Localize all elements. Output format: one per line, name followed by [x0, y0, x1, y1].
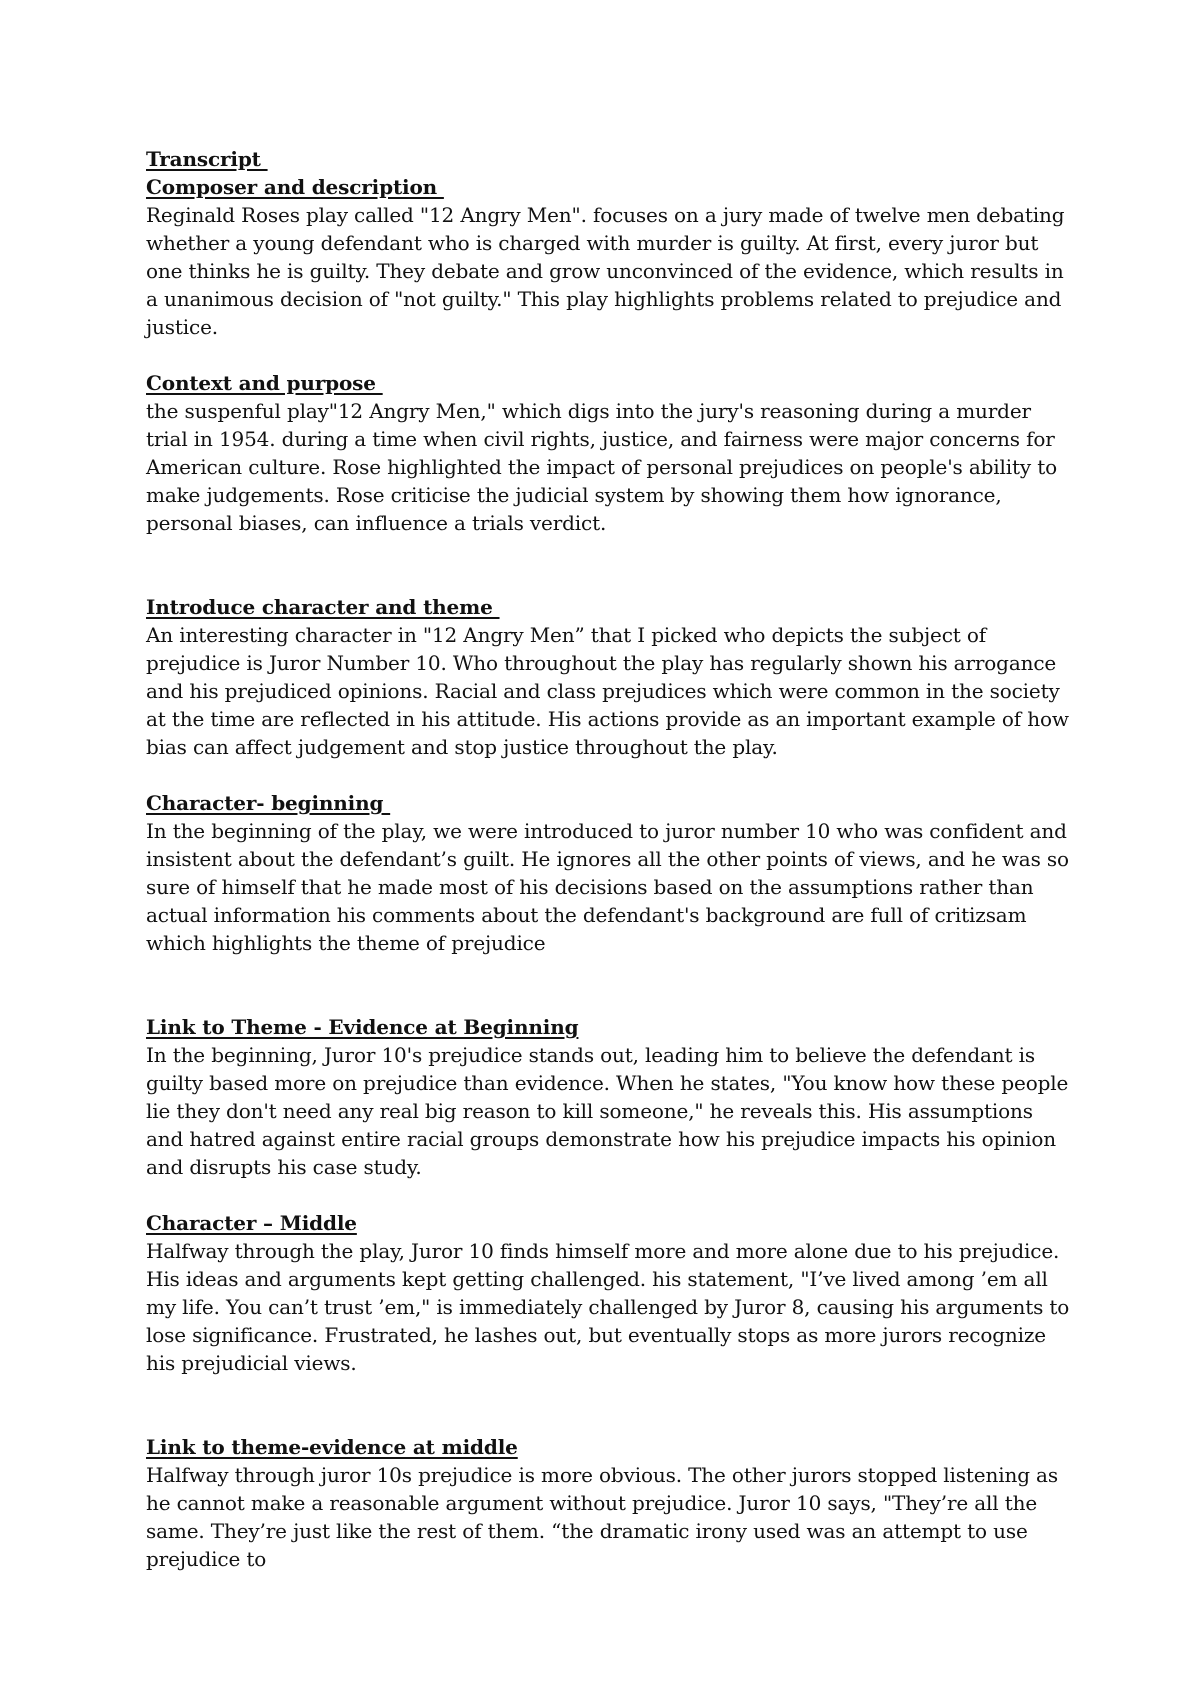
paragraph-spacer — [146, 537, 1076, 593]
section-heading-composer: Composer and description — [146, 175, 444, 199]
paragraph-spacer — [146, 957, 1076, 1013]
section-body-character-middle: Halfway through the play, Juror 10 finds himself more and more alone due to his prejudice. His ideas and arguments kept getting challenged. his statement, "I’ve lived among ’em all my life. You can’t trust ’em," is immediately challenged by Juror 8, causing his arguments to lose significance. Frustrated, he lashes out, but eventually stops as more jurors recognize his prejudicial views. — [146, 1239, 1070, 1375]
section-heading-evidence-middle: Link to theme-evidence at middle — [146, 1435, 518, 1459]
paragraph-spacer — [146, 761, 1076, 789]
section-body-evidence-middle: Halfway through juror 10s prejudice is more obvious. The other jurors stopped listening as he cannot make a reasonable argument without prejudice. Juror 10 says, "They’re all the same. They’re just like the rest of them. “the dramatic irony used was an attempt to use prejudice to — [146, 1463, 1058, 1571]
section-heading-evidence-beginning: Link to Theme - Evidence at Beginning — [146, 1015, 579, 1039]
document-title: Transcript — [146, 147, 268, 171]
paragraph-spacer — [146, 341, 1076, 369]
section-body-introduce-character: An interesting character in "12 Angry Men” that I picked who depicts the subject of prejudice is Juror Number 10. Who throughout the play has regularly shown his arrogance and his prejudiced opinions. Racial and class prejudices which were common in the society at the time are reflected in his attitude. His actions provide as an important example of how bias can affect judgement and stop justice throughout the play. — [146, 623, 1069, 759]
section-heading-introduce-character: Introduce character and theme — [146, 595, 500, 619]
section-body-context: the suspenful play"12 Angry Men," which digs into the jury's reasoning during a murder trial in 1954. during a time when civil rights, justice, and fairness were major concerns for American culture. Rose highlighted the impact of personal prejudices on people's ability to make judgements. Rose criticise the judicial system by showing them how ignorance, personal biases, can influence a trials verdict. — [146, 399, 1058, 535]
section-heading-context: Context and purpose — [146, 371, 383, 395]
section-heading-character-beginning: Character- beginning — [146, 791, 391, 815]
document-body — [146, 145, 1076, 1573]
section-body-evidence-beginning: In the beginning, Juror 10's prejudice stands out, leading him to believe the defendant is guilty based more on prejudice than evidence. When he states, "You know how these people lie they don't need any real big reason to kill someone," he reveals this. His assumptions and hatred against entire racial groups demonstrate how his prejudice impacts his opinion and disrupts his case study. — [146, 1043, 1069, 1179]
paragraph-spacer — [146, 1377, 1076, 1433]
section-body-composer: Reginald Roses play called "12 Angry Men". focuses on a jury made of twelve men debating whether a young defendant who is charged with murder is guilty. At first, every juror but one thinks he is guilty. They debate and grow unconvinced of the evidence, which results in a unanimous decision of "not guilty." This play highlights problems related to prejudice and justice. — [146, 203, 1065, 339]
section-body-character-beginning: In the beginning of the play, we were introduced to juror number 10 who was confident and insistent about the defendant’s guilt. He ignores all the other points of views, and he was so sure of himself that he made most of his decisions based on the assumptions rather than actual information his comments about the defendant's background are full of critizsam which highlights the theme of prejudice — [146, 819, 1069, 955]
section-heading-character-middle: Character – Middle — [146, 1211, 357, 1235]
paragraph-spacer — [146, 1181, 1076, 1209]
